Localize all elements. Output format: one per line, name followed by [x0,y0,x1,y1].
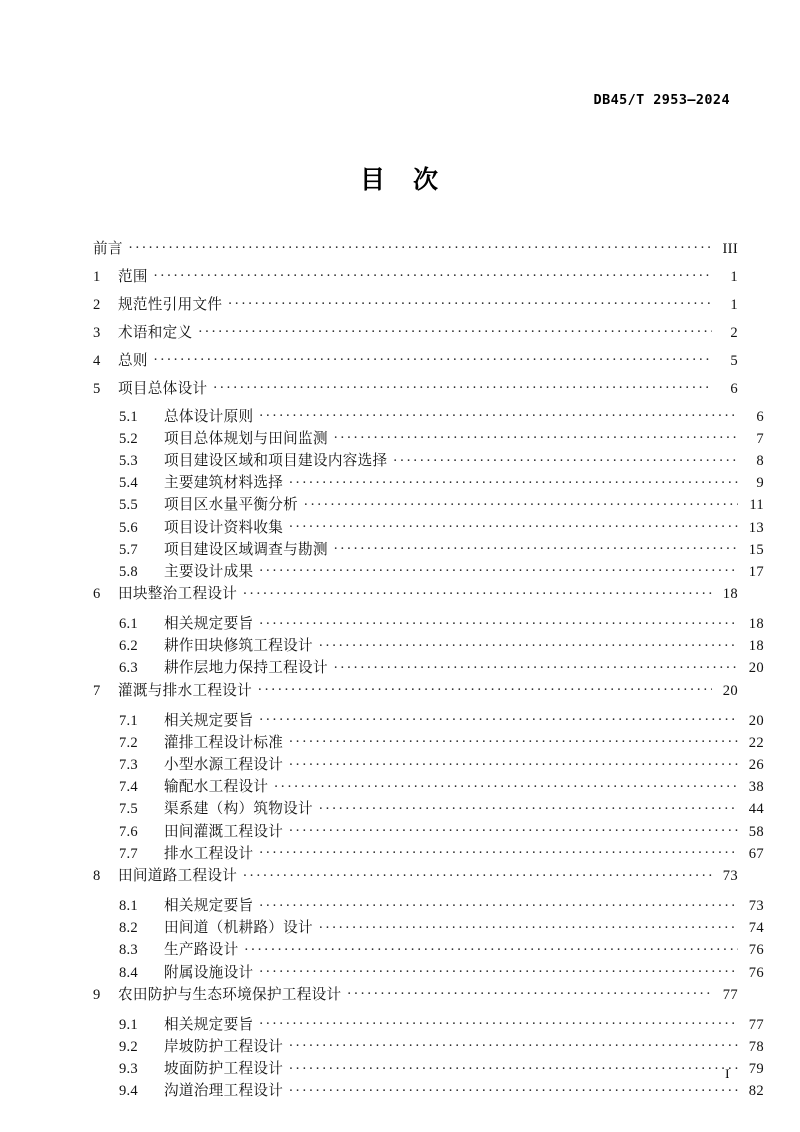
toc-dot-leader [347,984,712,999]
toc-entry-page-number: 7 [756,430,764,447]
toc-entry-number: 8 [93,867,101,884]
toc-dot-leader [244,940,738,955]
toc-dot-leader [198,322,712,337]
toc-entry-title: 项目建设区域和项目建设内容选择 [164,452,388,469]
toc-dot-leader [259,962,738,977]
toc-entry[interactable] [93,450,764,472]
toc-entry-page-number: III [722,240,738,257]
toc-dot-leader [259,843,738,858]
toc-entry-title: 总则 [118,352,148,369]
toc-entry-title: 耕作层地力保持工程设计 [164,660,328,677]
toc-entry[interactable] [93,1059,764,1081]
toc-entry-page-number: 79 [748,1061,764,1078]
toc-dot-leader [289,1081,738,1096]
toc-entry-number: 7.6 [119,823,138,840]
toc-entry-number: 7.1 [119,712,138,729]
toc-dot-leader [289,473,738,488]
toc-dot-leader [334,658,738,673]
standard-number-header: DB45/T 2953—2024 [593,92,730,108]
toc-entry-title: 沟道治理工程设计 [164,1083,284,1100]
toc-entry-page-number: 78 [748,1038,764,1055]
toc-entry-page-number: 18 [722,586,738,603]
toc-entry-page-number: 77 [748,1016,764,1033]
toc-entry-number: 7.2 [119,734,138,751]
toc-entry[interactable] [93,428,764,450]
toc-entry-number: 1 [93,268,101,285]
toc-entry-page-number: 73 [722,867,738,884]
toc-entry-page-number: 58 [748,823,764,840]
toc-entry-title: 渠系建（构）筑物设计 [164,801,313,818]
toc-entry-page-number: 18 [748,616,764,633]
toc-entry-number: 5.3 [119,452,138,469]
toc-entry-page-number: 15 [748,541,764,558]
toc-dot-leader [213,378,712,393]
toc-entry-title: 术语和定义 [118,324,193,341]
toc-entry[interactable] [93,636,764,658]
toc-entry-title: 主要设计成果 [164,563,254,580]
toc-entry[interactable] [93,473,764,495]
toc-entry-page-number: 76 [748,964,764,981]
toc-dot-leader [243,865,712,880]
toc-entry[interactable] [93,1081,764,1103]
toc-entry[interactable] [93,561,764,583]
toc-entry-page-number: 22 [748,734,764,751]
toc-entry-number: 5.7 [119,541,138,558]
toc-entry[interactable] [93,799,764,821]
toc-entry-title: 项目区水量平衡分析 [164,497,299,514]
toc-entry-title: 主要建筑材料选择 [164,475,284,492]
footer-page-number: I [725,1066,730,1081]
toc-dot-leader [289,754,738,769]
toc-entry[interactable] [93,680,738,710]
toc-entry[interactable] [93,350,738,378]
toc-entry-number: 6.3 [119,660,138,677]
toc-entry-page-number: 20 [722,682,738,699]
toc-dot-leader [129,238,712,253]
toc-entry-page-number: 77 [722,986,738,1003]
toc-entry[interactable] [93,777,764,799]
toc-dot-leader [334,539,738,554]
toc-entry-title: 小型水源工程设计 [164,757,284,774]
toc-entry[interactable] [93,1014,764,1036]
toc-dot-leader [243,584,712,599]
toc-entry[interactable] [93,378,738,406]
toc-entry-page-number: 76 [748,942,764,959]
toc-entry-number: 7.5 [119,801,138,818]
toc-entry-title: 项目总体规划与田间监测 [164,430,328,447]
toc-dot-leader [319,799,738,814]
toc-entry-number: 5.2 [119,430,138,447]
toc-entry-number: 8.4 [119,964,138,981]
toc-entry-title: 相关规定要旨 [164,616,254,633]
toc-entry[interactable] [93,238,738,266]
toc-dot-leader [289,1036,738,1051]
toc-entry-title: 相关规定要旨 [164,712,254,729]
toc-entry-title: 范围 [118,268,148,285]
toc-dot-leader [154,266,712,281]
toc-entry-title: 附属设施设计 [164,964,254,981]
toc-entry[interactable] [93,918,764,940]
toc-entry-number: 4 [93,352,101,369]
toc-entry-title: 农田防护与生态环境保护工程设计 [118,986,342,1003]
toc-entry-title: 总体设计原则 [164,408,254,425]
toc-entry[interactable] [93,614,764,636]
toc-entry-number: 9.4 [119,1083,138,1100]
toc-entry-title: 排水工程设计 [164,845,254,862]
toc-entry-page-number: 1 [730,296,738,313]
toc-entry-number: 5.4 [119,475,138,492]
toc-dot-leader [289,821,738,836]
page-title [0,160,800,196]
toc-entry[interactable] [93,517,764,539]
toc-entry[interactable] [93,962,764,984]
toc-entry-number: 7.7 [119,845,138,862]
toc-entry-page-number: 5 [730,352,738,369]
toc-entry-page-number: 2 [730,324,738,341]
toc-entry-page-number: 73 [748,897,764,914]
toc-entry-title: 田间灌溉工程设计 [164,823,284,840]
toc-entry-number: 9.3 [119,1061,138,1078]
toc-entry-page-number: 74 [748,920,764,937]
toc-entry-title: 灌溉与排水工程设计 [118,682,253,699]
toc-dot-leader [319,918,738,933]
toc-entry[interactable] [93,843,764,865]
toc-entry[interactable] [93,865,738,895]
toc-entry[interactable] [93,266,738,294]
toc-dot-leader [289,1059,738,1074]
toc-entry-title: 相关规定要旨 [164,1016,254,1033]
toc-entry-page-number: 20 [748,660,764,677]
toc-dot-leader [258,680,712,695]
toc-entry[interactable] [93,895,764,917]
toc-entry-title: 规范性引用文件 [118,296,223,313]
toc-entry-title: 项目建设区域调查与勘测 [164,541,328,558]
toc-dot-leader [289,732,738,747]
toc-entry-page-number: 67 [748,845,764,862]
toc-entry-page-number: 11 [749,497,764,514]
toc-entry-number: 5 [93,380,101,397]
toc-entry-title: 坡面防护工程设计 [164,1061,284,1078]
toc-entry-page-number: 20 [748,712,764,729]
toc-dot-leader [289,517,738,532]
toc-entry[interactable] [93,495,764,517]
toc-entry[interactable] [93,821,764,843]
toc-dot-leader [393,450,738,465]
toc-entry-page-number: 44 [748,801,764,818]
toc-entry[interactable] [93,754,764,776]
toc-dot-leader [319,636,738,651]
toc-entry-page-number: 1 [730,268,738,285]
toc-entry-title: 田间道（机耕路）设计 [164,920,313,937]
toc-entry-number: 5.1 [119,408,138,425]
toc-dot-leader [259,614,738,629]
toc-entry-page-number: 8 [756,452,764,469]
toc-entry-title: 输配水工程设计 [164,779,269,796]
toc-dot-leader [274,777,738,792]
toc-entry-number: 7.4 [119,779,138,796]
toc-entry-title: 田块整治工程设计 [118,586,238,603]
toc-entry-number: 9 [93,986,101,1003]
toc-entry-number: 5.5 [119,497,138,514]
toc-entry-number: 9.1 [119,1016,138,1033]
toc-entry[interactable] [93,732,764,754]
toc-entry-number: 5.8 [119,563,138,580]
toc-entry-title: 项目总体设计 [118,380,208,397]
toc-entry-number: 6.1 [119,616,138,633]
toc-dot-leader [304,495,738,510]
toc-entry-page-number: 82 [748,1083,764,1100]
toc-entry-number: 8.3 [119,942,138,959]
toc-entry-page-number: 6 [756,408,764,425]
page-title-char-2: 次 [413,167,441,194]
toc-entry[interactable] [93,710,764,732]
toc-entry[interactable] [93,940,764,962]
table-of-contents [93,238,764,1103]
toc-entry-page-number: 9 [756,475,764,492]
toc-entry-title: 岸坡防护工程设计 [164,1038,284,1055]
toc-dot-leader [259,406,738,421]
toc-entry-title: 项目设计资料收集 [164,519,284,536]
toc-entry-page-number: 18 [748,638,764,655]
toc-entry-page-number: 17 [748,563,764,580]
toc-entry-title: 生产路设计 [164,942,239,959]
toc-entry-number: 9.2 [119,1038,138,1055]
toc-entry-title: 相关规定要旨 [164,897,254,914]
toc-entry-page-number: 38 [748,779,764,796]
toc-entry-number: 7.3 [119,757,138,774]
toc-entry[interactable] [93,294,738,322]
toc-entry[interactable] [93,1036,764,1058]
toc-dot-leader [259,710,738,725]
toc-dot-leader [228,294,712,309]
toc-dot-leader [259,895,738,910]
toc-entry-number: 8.1 [119,897,138,914]
toc-entry[interactable] [93,322,738,350]
toc-entry-page-number: 6 [730,380,738,397]
toc-entry-number: 3 [93,324,101,341]
toc-entry-number: 2 [93,296,101,313]
toc-entry[interactable] [93,584,738,614]
toc-entry-number: 6 [93,586,101,603]
toc-dot-leader [259,1014,738,1029]
toc-entry-number: 6.2 [119,638,138,655]
toc-dot-leader [334,428,738,443]
toc-entry[interactable] [93,658,764,680]
toc-entry-number: 8.2 [119,920,138,937]
toc-entry-number: 7 [93,682,101,699]
toc-entry-number: 5.6 [119,519,138,536]
toc-entry-page-number: 13 [748,519,764,536]
toc-entry[interactable] [93,984,738,1014]
toc-entry-title: 田间道路工程设计 [118,867,238,884]
toc-entry[interactable] [93,406,764,428]
page-title-char-1: 目 [359,167,387,194]
toc-entry-title: 前言 [93,240,123,257]
toc-entry-title: 灌排工程设计标准 [164,734,284,751]
toc-entry-page-number: 26 [748,757,764,774]
toc-dot-leader [154,350,712,365]
toc-entry[interactable] [93,539,764,561]
toc-dot-leader [259,561,738,576]
toc-entry-title: 耕作田块修筑工程设计 [164,638,313,655]
